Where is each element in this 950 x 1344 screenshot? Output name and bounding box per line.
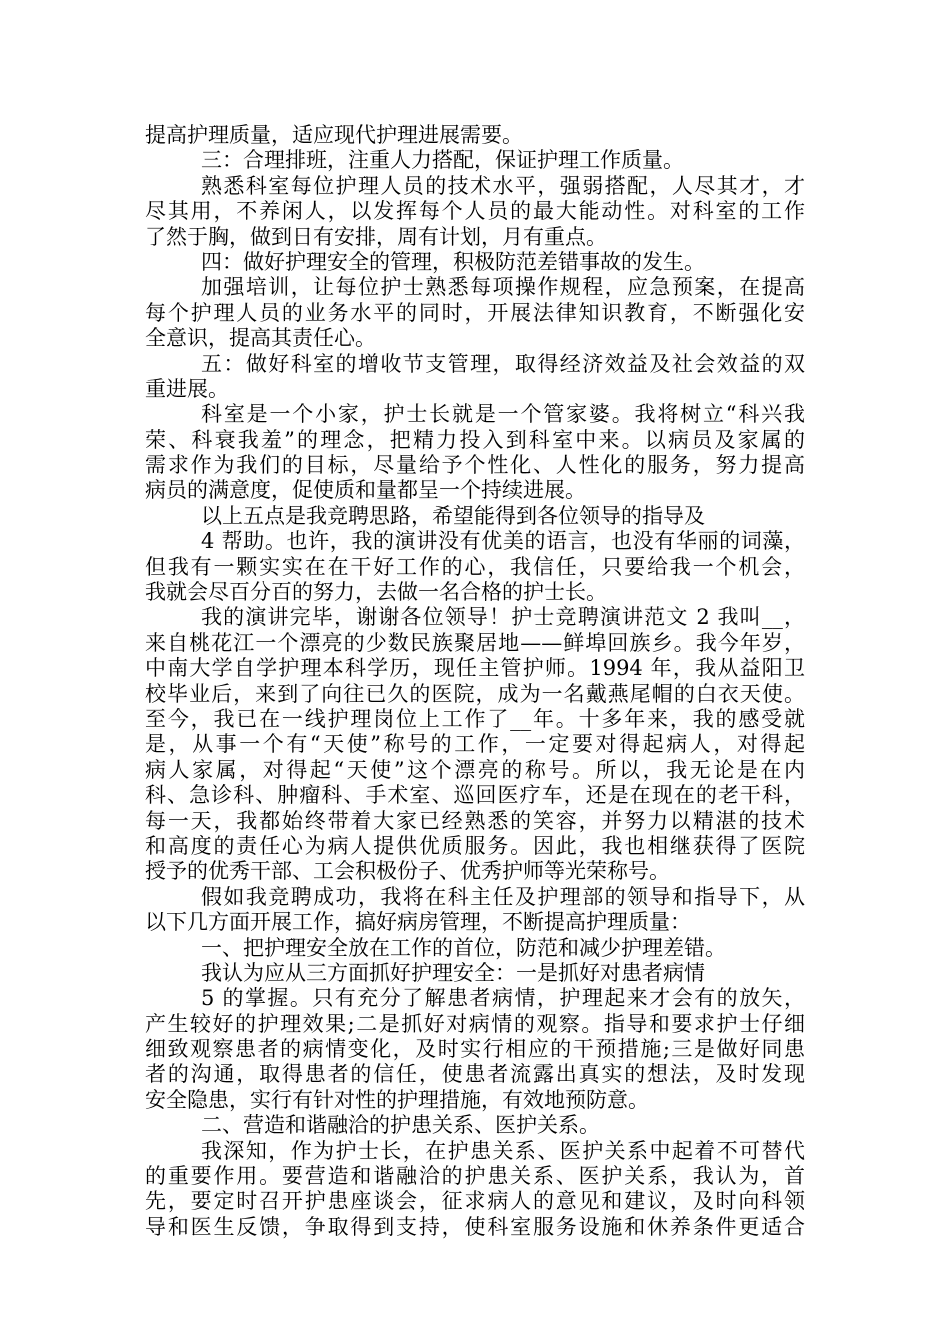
text-line: 二、营造和谐融洽的护患关系、医护关系。 [201,1113,600,1138]
text-line: 和高度的责任心为病人提供优质服务。因此，我也相继获得了医院 [145,833,805,858]
text-line: 我认为应从三方面抓好护理安全：一是抓好对患者病情 [201,960,705,985]
text-line: 细致观察患者的病情变化，及时实行相应的干预措施;三是做好同患 [145,1037,805,1062]
text-line: 导和医生反馈，争取得到支持，使科室服务设施和休养条件更适合 [145,1214,805,1239]
text-line: 产生较好的护理效果;二是抓好对病情的观察。指导和要求护士仔细 [145,1011,805,1036]
text-line: 荣、科衰我羞”的理念，把精力投入到科室中来。以病员及家属的 [145,427,805,452]
text-line: 提高护理质量，适应现代护理进展需要。 [145,123,523,147]
text-line: 安全隐患，实行有针对性的护理措施，有效地预防意。 [145,1087,649,1112]
text-line: 我就会尽百分百的努力，去做一名合格的护士长。 [145,580,607,605]
text-line: 每个护理人员的业务水平的同时，开展法律知识教育，不断强化安 [145,300,805,325]
text-line: 科、急诊科、肿瘤科、手术室、巡回医疗车，还是在现在的老干科， [145,783,805,808]
document-page [145,123,805,1240]
text-line: 三：合理排班，注重人力搭配，保证护理工作质量。 [201,148,684,173]
text-line: 中南大学自学护理本科学历，现任主管护师。1994 年，我从益阳卫 [145,656,805,681]
text-line: 熟悉科室每位护理人员的技术水平，强弱搭配，人尽其才，才 [201,173,805,198]
text-line: 授予的优秀干部、工会积极份子、优秀护师等光荣称号。 [145,859,670,884]
text-line: 需求作为我们的目标，尽量给予个性化、人性化的服务，努力提高 [145,453,805,478]
text-line: 来自桃花江一个漂亮的少数民族聚居地——鲜埠回族乡。我今年岁， [145,630,805,655]
text-line: 以上五点是我竞聘思路，希望能得到各位领导的指导及 [201,503,705,528]
text-line: 我深知，作为护士长，在护患关系、医护关系中起着不可替代 [201,1138,805,1163]
text-line: 重进展。 [145,376,229,401]
text-line: 我的演讲完毕，谢谢各位领导！护士竞聘演讲范文 2 我叫__， [201,605,805,630]
text-line: 4 帮助。也许，我的演讲没有优美的语言，也没有华丽的词藻， [201,529,805,554]
text-line: 但我有一颗实实在在干好工作的心，我信任，只要给我一个机会， [145,554,805,579]
text-line: 科室是一个小家，护士长就是一个管家婆。我将树立“科兴我 [201,402,805,427]
text-line: 病人家属，对得起“天使”这个漂亮的称号。所以，我无论是在内 [145,757,805,782]
text-line: 四：做好护理安全的管理，积极防范差错事故的发生。 [201,249,705,274]
text-line: 假如我竞聘成功，我将在科主任及护理部的领导和指导下，从 [201,884,805,909]
text-line: 尽其用，不养闲人，以发挥每个人员的最大能动性。对科室的工作 [145,199,805,224]
text-line: 病员的满意度，促使质和量都呈一个持续进展。 [145,478,586,503]
text-line: 校毕业后，来到了向往已久的医院，成为一名戴燕尾帽的白衣天使。 [145,681,805,706]
text-line: 的重要作用。要营造和谐融洽的护患关系、医护关系，我认为，首 [145,1164,805,1189]
text-line: 是，从事一个有“天使”称号的工作，一定要对得起病人，对得起 [145,732,805,757]
text-line: 者的沟通，取得患者的信任，使患者流露出真实的想法，及时发现 [145,1062,805,1087]
text-line: 至今，我已在一线护理岗位上工作了__年。十多年来，我的感受就 [145,706,805,731]
text-line: 一、把护理安全放在工作的首位，防范和减少护理差错。 [201,935,726,960]
text-line: 以下几方面开展工作，搞好病房管理，不断提高护理质量： [145,910,691,935]
text-line: 了然于胸，做到日有安排，周有计划，月有重点。 [145,224,607,249]
text-line: 先，要定时召开护患座谈会，征求病人的意见和建议，及时向科领 [145,1189,805,1214]
text-line: 5 的掌握。只有充分了解患者病情，护理起来才会有的放矢， [201,986,805,1011]
text-line: 加强培训，让每位护士熟悉每项操作规程，应急预案，在提高 [201,275,805,300]
text-line: 全意识，提高其责任心。 [145,326,376,351]
text-line: 每一天，我都始终带着大家已经熟悉的笑容，并努力以精湛的技术 [145,808,805,833]
text-line: 五：做好科室的增收节支管理，取得经济效益及社会效益的双 [201,351,805,376]
